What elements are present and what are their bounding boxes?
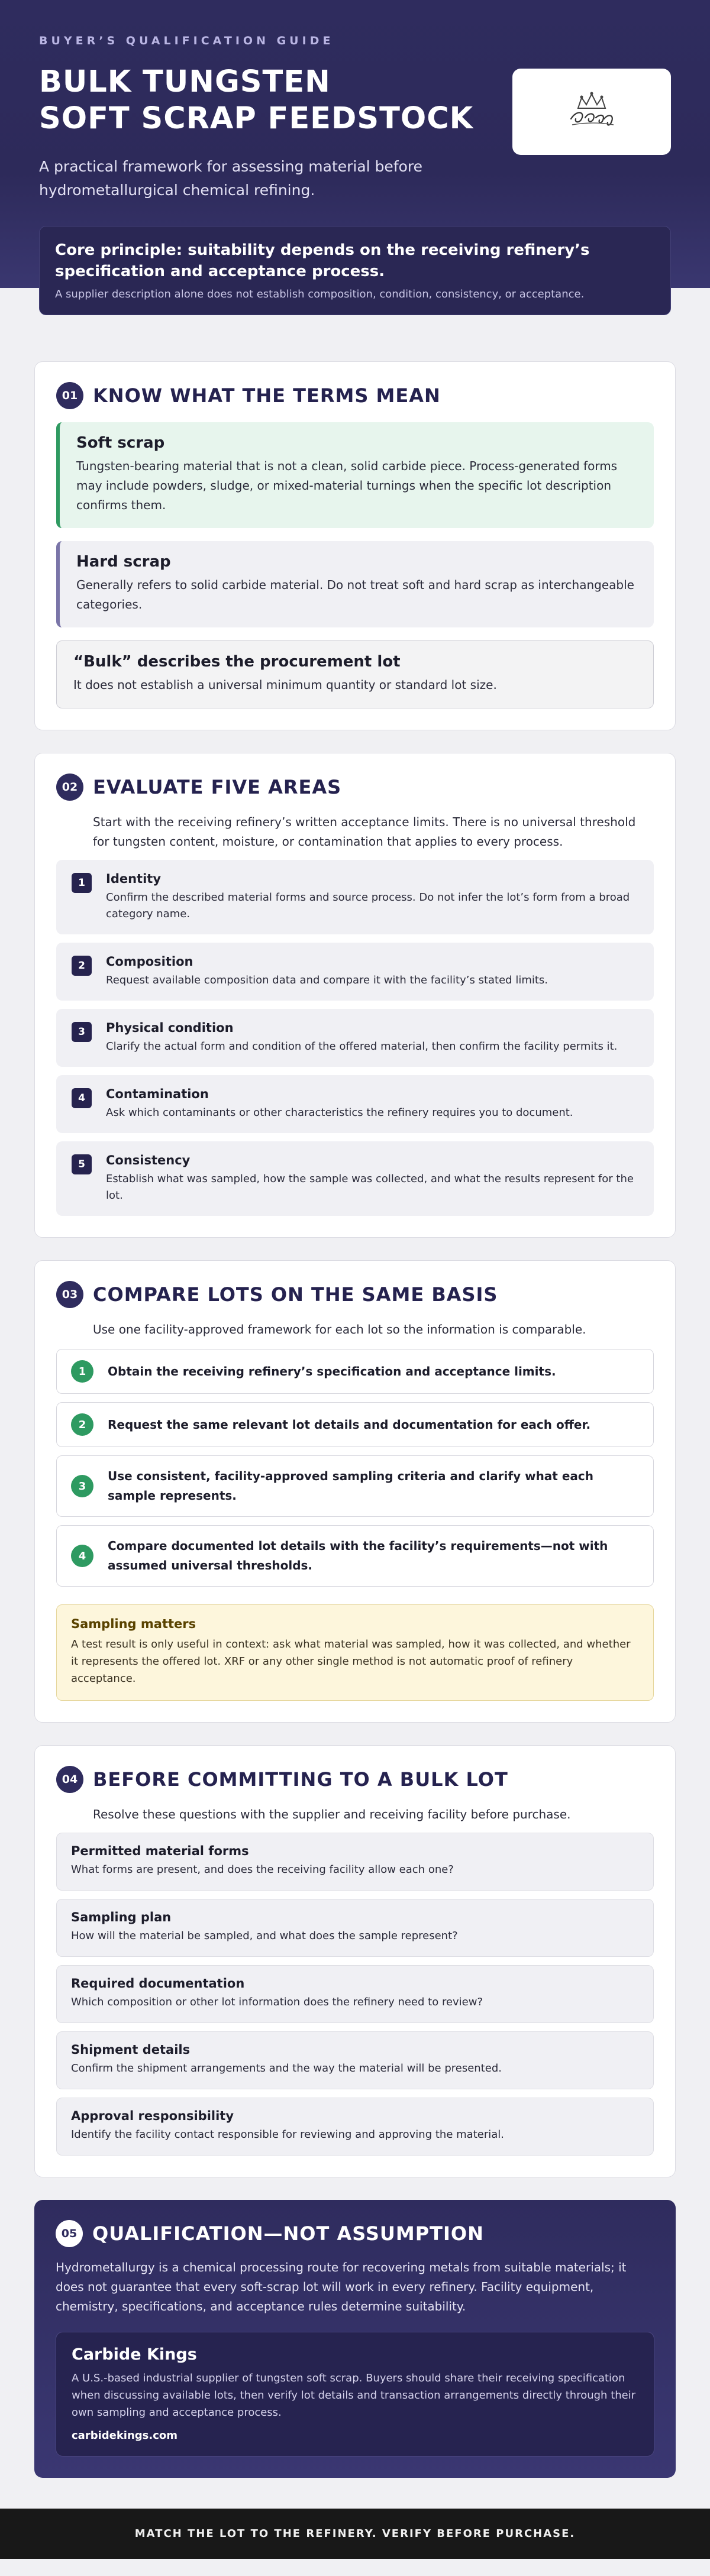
section-header: [56, 1766, 654, 1793]
step-text: Compare documented lot details with the facility’s requirements—not with assumed universal thresholds.: [108, 1539, 608, 1572]
sampling-note: [56, 1604, 654, 1701]
core-principle-box: [39, 226, 671, 315]
term-title: Soft scrap: [76, 434, 165, 452]
crown-logo-icon: [559, 88, 624, 135]
area-text: Establish what was sampled, how the sample was collected, and what the results represent for the lot.: [106, 1173, 634, 1202]
question-title: Permitted material forms: [71, 1844, 249, 1858]
area-title: Identity: [106, 872, 162, 886]
term-hard-scrap: [56, 541, 654, 627]
step-number: 4: [71, 1545, 93, 1567]
section-qualification: [34, 2200, 676, 2478]
section-intro: Use one facility-approved framework for each lot so the information is comparable.: [93, 1322, 586, 1336]
page-subtitle: A practical framework for assessing material before hydrometallurgical chemical refining.: [39, 158, 423, 199]
section-text: Hydrometallurgy is a chemical processing route for recovering metals from suitable materials; it does not guarantee that every soft-scrap lot will work in every refinery. Facility equipment, chemistry, specifications, and acceptance rules determine suitability.: [56, 2260, 627, 2313]
area-number: 3: [72, 1022, 92, 1042]
footer-text: MATCH THE LOT TO THE REFINERY. VERIFY BEFORE PURCHASE.: [134, 2528, 576, 2540]
section-title: KNOW WHAT THE TERMS MEAN: [93, 384, 441, 407]
company-name: Carbide Kings: [72, 2345, 197, 2364]
note-title: Sampling matters: [71, 1617, 196, 1631]
note-text: A test result is only useful in context: ask what material was sampled, how it was collected, and whether it represents the offered lot. XRF or any other single method is not automatic proof of refinery acceptance.: [71, 1638, 631, 1685]
question-text: Which composition or other lot information does the refinery need to review?: [71, 1996, 483, 2008]
question-item: [56, 1833, 654, 1891]
area-item: [56, 1075, 654, 1133]
step-number: 1: [71, 1360, 93, 1383]
section-number: 05: [56, 2220, 83, 2247]
title-line-1: BULK TUNGSTEN: [39, 64, 331, 99]
question-item: [56, 2031, 654, 2089]
section-header: [56, 2220, 654, 2247]
section-title: BEFORE COMMITTING TO A BULK LOT: [93, 1768, 508, 1791]
title-line-2: SOFT SCRAP FEEDSTOCK: [39, 101, 474, 136]
logo: [512, 69, 671, 155]
question-text: Confirm the shipment arrangements and the way the material will be presented.: [71, 2062, 502, 2075]
step-item: [56, 1402, 654, 1447]
term-soft-scrap: [56, 422, 654, 528]
section-number: 04: [56, 1766, 83, 1793]
section-header: [56, 774, 654, 801]
question-text: How will the material be sampled, and what does the sample represent?: [71, 1930, 458, 1942]
hero-header: [0, 0, 710, 300]
company-description: A U.S.-based industrial supplier of tungsten soft scrap. Buyers should share their receiving specification when discussing available lots, then verify lot details and transaction arrangements directly through their own sampling and acceptance process.: [72, 2372, 636, 2419]
area-item: [56, 860, 654, 934]
question-title: Sampling plan: [71, 1910, 172, 1924]
area-title: Physical condition: [106, 1021, 234, 1035]
section-before-committing: [34, 1745, 676, 2177]
question-text: What forms are present, and does the receiving facility allow each one?: [71, 1863, 454, 1876]
section-five-areas: [34, 753, 676, 1238]
company-link[interactable]: carbidekings.com: [72, 2429, 178, 2442]
main-content: [0, 288, 710, 2478]
section-title: COMPARE LOTS ON THE SAME BASIS: [93, 1283, 498, 1306]
section-number: 03: [56, 1281, 83, 1308]
term-text: It does not establish a universal minimum quantity or standard lot size.: [73, 678, 497, 692]
step-text: Use consistent, facility-approved sampling criteria and clarify what each sample represents.: [108, 1469, 593, 1503]
section-header: [56, 382, 654, 409]
step-text: Obtain the receiving refinery’s specification and acceptance limits.: [108, 1364, 556, 1378]
term-title: “Bulk” describes the procurement lot: [73, 653, 401, 671]
term-bulk: [56, 640, 654, 708]
term-text: Tungsten-bearing material that is not a clean, solid carbide piece. Process-generated forms may include powders, sludge, or mixed-material turnings when the specific lot description confirms them.: [76, 459, 618, 512]
question-title: Required documentation: [71, 1976, 245, 1991]
section-number: 02: [56, 774, 83, 801]
area-number: 5: [72, 1154, 92, 1174]
area-text: Ask which contaminants or other characteristics the refinery requires you to document.: [106, 1106, 573, 1119]
step-item: [56, 1455, 654, 1517]
eyebrow: BUYER’S QUALIFICATION GUIDE: [39, 34, 334, 47]
area-item: [56, 943, 654, 1001]
section-number: 01: [56, 382, 83, 409]
step-number: 3: [71, 1475, 93, 1497]
area-title: Consistency: [106, 1153, 191, 1167]
term-text: Generally refers to solid carbide material. Do not treat soft and hard scrap as interchangeable categories.: [76, 578, 634, 611]
step-number: 2: [71, 1413, 93, 1436]
area-number: 4: [72, 1088, 92, 1108]
area-text: Request available composition data and compare it with the facility’s stated limits.: [106, 974, 548, 986]
section-intro: Resolve these questions with the supplier and receiving facility before purchase.: [93, 1807, 571, 1821]
question-title: Shipment details: [71, 2043, 191, 2057]
question-item: [56, 1965, 654, 2023]
term-title: Hard scrap: [76, 553, 171, 571]
step-item: [56, 1525, 654, 1587]
section-title: EVALUATE FIVE AREAS: [93, 776, 342, 798]
core-principle-title: Core principle: suitability depends on the receiving refinery’s specification and acceptance process.: [55, 241, 590, 280]
area-item: [56, 1141, 654, 1216]
section-compare-lots: [34, 1260, 676, 1723]
step-text: Request the same relevant lot details and documentation for each offer.: [108, 1417, 591, 1432]
question-title: Approval responsibility: [71, 2109, 234, 2123]
company-box: [56, 2332, 654, 2457]
section-header: [56, 1281, 654, 1308]
question-text: Identify the facility contact responsible for reviewing and approving the material.: [71, 2128, 504, 2141]
area-text: Confirm the described material forms and source process. Do not infer the lot’s form from a broad category name.: [106, 891, 630, 920]
area-number: 2: [72, 956, 92, 976]
page-title: [39, 64, 501, 137]
area-title: Composition: [106, 954, 193, 969]
area-item: [56, 1009, 654, 1067]
step-item: [56, 1349, 654, 1394]
question-item: [56, 2098, 654, 2156]
core-principle-sub: A supplier description alone does not establish composition, condition, consistency, or acceptance.: [55, 288, 585, 300]
section-intro: Start with the receiving refinery’s written acceptance limits. There is no universal threshold for tungsten content, moisture, or contamination that applies to every process.: [93, 815, 636, 849]
question-item: [56, 1899, 654, 1957]
area-title: Contamination: [106, 1087, 209, 1101]
area-text: Clarify the actual form and condition of the offered material, then confirm the facility permits it.: [106, 1040, 618, 1053]
footer: [0, 2509, 710, 2559]
section-terms: [34, 361, 676, 730]
section-title: QUALIFICATION—NOT ASSUMPTION: [92, 2222, 484, 2245]
area-number: 1: [72, 873, 92, 893]
